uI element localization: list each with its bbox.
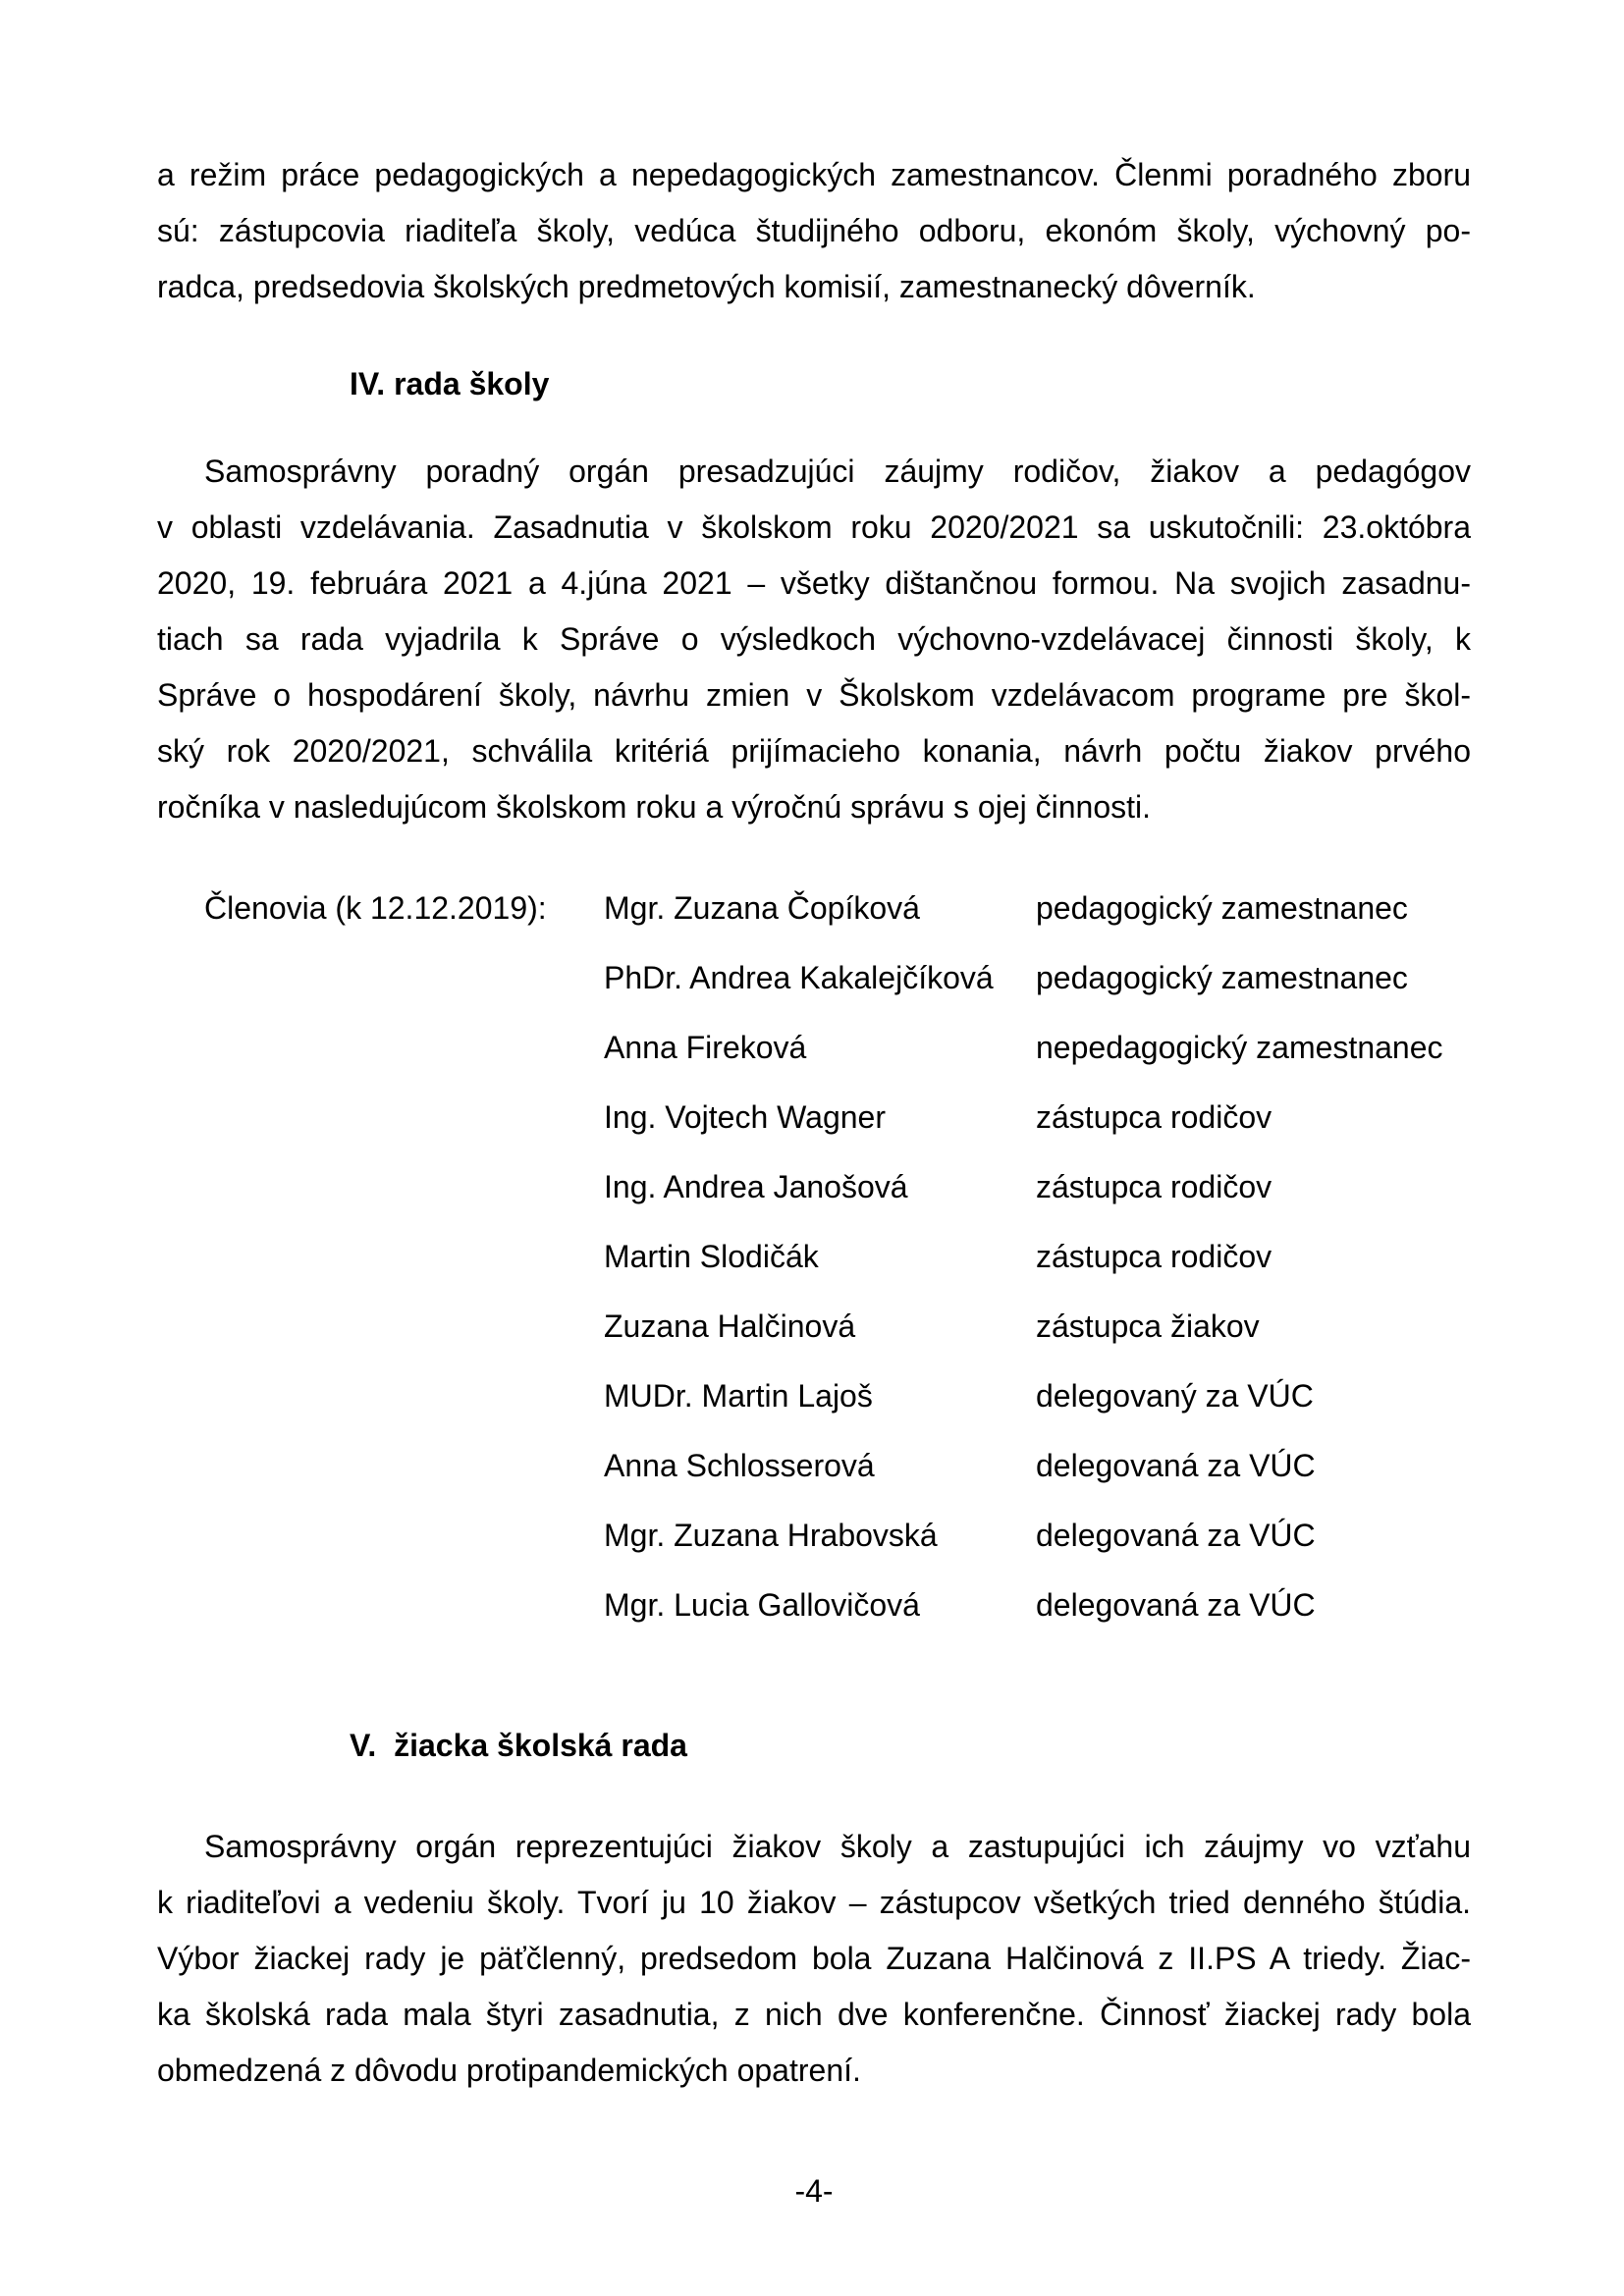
paragraph-line: ský rok 2020/2021, schválila kritériá prijímacieho konania, návrh počtu žiakov prvého (157, 733, 1471, 769)
section-heading-iv-rada-skoly: IV. rada školy (350, 366, 550, 401)
member-role: nepedagogický zamestnanec (1036, 1030, 1443, 1065)
member-name: Mgr. Zuzana Čopíková (604, 890, 920, 926)
member-row (157, 1577, 1471, 1633)
members-list-label: Členovia (k 12.12.2019): (204, 890, 547, 926)
paragraph-advisory-board (157, 147, 1471, 315)
paragraph-line: ka školská rada mala štyri zasadnutia, z nich dve konferenčne. Činnosť žiackej rady bola (157, 1997, 1471, 2032)
member-name: Ing. Vojtech Wagner (604, 1099, 886, 1135)
member-name: Martin Slodičák (604, 1239, 819, 1274)
member-role: delegovaná za VÚC (1036, 1587, 1316, 1623)
member-row (157, 1159, 1471, 1215)
member-name: Mgr. Lucia Gallovičová (604, 1587, 920, 1623)
member-row (157, 1299, 1471, 1355)
paragraph-line: 2020, 19. februára 2021 a 4.júna 2021 – všetky dištančnou formou. Na svojich zasadnu- (157, 565, 1471, 601)
school-board-members-list (157, 881, 1471, 1633)
member-name: PhDr. Andrea Kakalejčíková (604, 960, 994, 995)
paragraph-line: a režim práce pedagogických a nepedagogických zamestnancov. Členmi poradného zboru (157, 157, 1471, 192)
paragraph-line: radca, predsedovia školských predmetových komisií, zamestnanecký dôverník. (157, 269, 1256, 304)
member-role: zástupca žiakov (1036, 1308, 1260, 1344)
paragraph-line: tiach sa rada vyjadrila k Správe o výsledkoch výchovno-vzdelávacej činnosti školy, k (157, 621, 1471, 657)
member-name: Mgr. Zuzana Hrabovská (604, 1518, 938, 1553)
page-number: -4- (794, 2173, 834, 2209)
paragraph-line: sú: zástupcovia riaditeľa školy, vedúca študijného odboru, ekonóm školy, výchovný po- (157, 213, 1471, 248)
paragraph-line: v oblasti vzdelávania. Zasadnutia v školskom roku 2020/2021 sa uskutočnili: 23.októbra (157, 509, 1471, 545)
member-name: Ing. Andrea Janošová (604, 1169, 908, 1204)
paragraph-line: Samosprávny poradný orgán presadzujúci záujmy rodičov, žiakov a pedagógov (204, 454, 1471, 489)
page-content (157, 147, 1471, 2219)
member-role: pedagogický zamestnanec (1036, 890, 1408, 926)
paragraph-line: ročníka v nasledujúcom školskom roku a výročnú správu s ojej činnosti. (157, 789, 1151, 825)
member-role: pedagogický zamestnanec (1036, 960, 1408, 995)
member-row (157, 1020, 1471, 1076)
member-role: zástupca rodičov (1036, 1169, 1272, 1204)
member-role: delegovaná za VÚC (1036, 1448, 1316, 1483)
paragraph-line: Samosprávny orgán reprezentujúci žiakov školy a zastupujúci ich záujmy vo vzťahu (204, 1829, 1471, 1864)
paragraph-student-council (157, 1819, 1471, 2099)
member-name: Zuzana Halčinová (604, 1308, 856, 1344)
paragraph-line: k riaditeľovi a vedeniu školy. Tvorí ju 10 žiakov – zástupcov všetkých tried denného štúdia. (157, 1885, 1471, 1920)
member-row (157, 1090, 1471, 1146)
member-role: delegovaná za VÚC (1036, 1518, 1316, 1553)
paragraph-school-board (157, 444, 1471, 835)
member-row (157, 1229, 1471, 1285)
member-name: Anna Fireková (604, 1030, 807, 1065)
member-name: Anna Schlosserová (604, 1448, 875, 1483)
paragraph-line: Správe o hospodárení školy, návrhu zmien v Školskom vzdelávacom programe pre škol- (157, 677, 1471, 713)
member-role: delegovaný za VÚC (1036, 1378, 1314, 1414)
member-row (157, 1438, 1471, 1494)
member-row (157, 1368, 1471, 1424)
section-heading-v-ziacka-skolska-rada: V. žiacka školská rada (350, 1728, 687, 1763)
member-name: MUDr. Martin Lajoš (604, 1378, 873, 1414)
paragraph-line: Výbor žiackej rady je päťčlenný, predsedom bola Zuzana Halčinová z II.PS A triedy. Žiac- (157, 1941, 1471, 1976)
member-row (157, 1508, 1471, 1564)
paragraph-line: obmedzená z dôvodu protipandemických opatrení. (157, 2053, 861, 2088)
member-role: zástupca rodičov (1036, 1099, 1272, 1135)
member-role: zástupca rodičov (1036, 1239, 1272, 1274)
member-row (157, 950, 1471, 1006)
member-row (157, 881, 1471, 936)
